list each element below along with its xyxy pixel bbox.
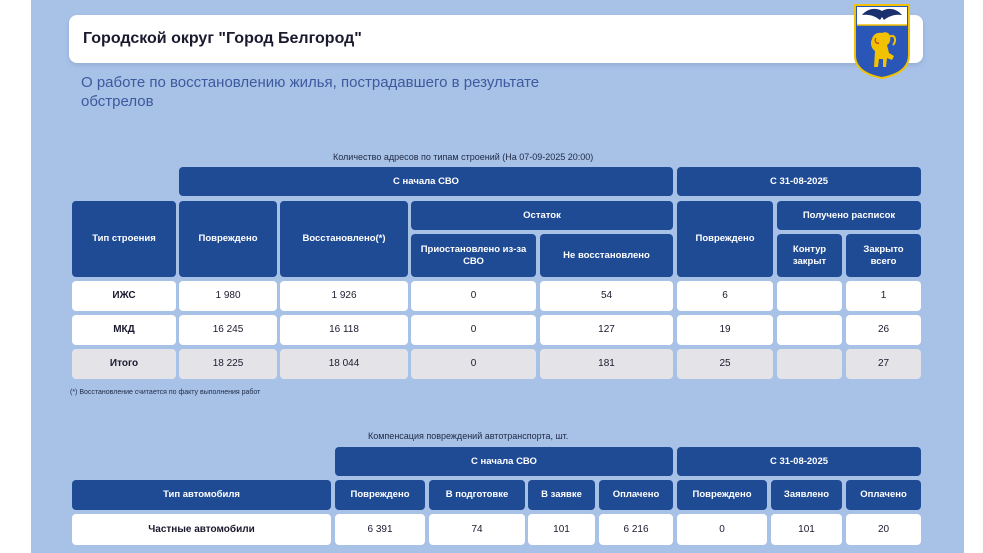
housing-row-damaged-since: 25: [677, 349, 773, 379]
housing-row-suspended: 0: [411, 349, 536, 379]
housing-col-damaged-since: Повреждено: [677, 201, 773, 277]
vehicles-row-paid: 6 216: [599, 514, 673, 545]
vehicles-group-since: С 31-08-2025: [677, 447, 921, 476]
housing-row-type: МКД: [72, 315, 176, 345]
housing-row-damaged: 18 225: [179, 349, 277, 379]
vehicles-row-damaged-since: 0: [677, 514, 767, 545]
housing-group-lists: Получено расписок: [777, 201, 921, 230]
housing-row-type: ИЖС: [72, 281, 176, 311]
housing-row-contour: [777, 315, 842, 345]
housing-row-restored: 16 118: [280, 315, 408, 345]
housing-row-closed: 1: [846, 281, 921, 311]
housing-row-type: Итого: [72, 349, 176, 379]
vehicles-col-declared-since: Заявлено: [771, 480, 842, 510]
housing-row-not-restored: 127: [540, 315, 673, 345]
vehicles-col-damaged-since: Повреждено: [677, 480, 767, 510]
vehicles-row-paid-since: 20: [846, 514, 921, 545]
housing-row-contour: [777, 349, 842, 379]
vehicles-col-damaged: Повреждено: [335, 480, 425, 510]
vehicles-col-paid: Оплачено: [599, 480, 673, 510]
housing-col-not-restored: Не восстановлено: [540, 234, 673, 277]
housing-row-contour: [777, 281, 842, 311]
housing-row-damaged-since: 19: [677, 315, 773, 345]
vehicles-row-damaged: 6 391: [335, 514, 425, 545]
housing-table-caption: Количество адресов по типам строений (На 07-09-2025 20:00): [333, 152, 594, 162]
housing-col-contour: Контур закрыт: [777, 234, 842, 277]
housing-row-not-restored: 54: [540, 281, 673, 311]
page-subtitle: О работе по восстановлению жилья, пострадавшего в результате обстрелов: [81, 74, 540, 110]
housing-group-since: С 31-08-2025: [677, 167, 921, 196]
housing-row-not-restored: 181: [540, 349, 673, 379]
housing-col-restored: Восстановлено(*): [280, 201, 408, 277]
housing-col-type: Тип строения: [72, 201, 176, 277]
vehicles-col-type: Тип автомобиля: [72, 480, 331, 510]
housing-row-suspended: 0: [411, 315, 536, 345]
housing-col-damaged: Повреждено: [179, 201, 277, 277]
vehicles-col-preparing: В подготовке: [429, 480, 525, 510]
housing-row-restored: 1 926: [280, 281, 408, 311]
housing-footnote: (*) Восстановление считается по факту выполнения работ: [70, 389, 261, 396]
vehicles-table-caption: Компенсация повреждений автотранспорта, шт.: [368, 431, 569, 441]
vehicles-row-type: Частные автомобили: [72, 514, 331, 545]
vehicles-group-svo: С начала СВО: [335, 447, 673, 476]
vehicles-row-declared-since: 101: [771, 514, 842, 545]
housing-row-closed: 27: [846, 349, 921, 379]
vehicles-col-paid-since: Оплачено: [846, 480, 921, 510]
belgorod-coat-of-arms-icon: [853, 3, 911, 80]
housing-col-suspended: Приостановлено из-за СВО: [411, 234, 536, 277]
housing-row-damaged-since: 6: [677, 281, 773, 311]
housing-col-closed: Закрыто всего: [846, 234, 921, 277]
vehicles-row-applied: 101: [528, 514, 595, 545]
title-bar: [69, 15, 923, 63]
vehicles-row-preparing: 74: [429, 514, 525, 545]
page-title: Городской округ "Город Белгород": [83, 30, 362, 47]
housing-row-damaged: 16 245: [179, 315, 277, 345]
housing-row-restored: 18 044: [280, 349, 408, 379]
housing-row-suspended: 0: [411, 281, 536, 311]
housing-group-remainder: Остаток: [411, 201, 673, 230]
housing-row-closed: 26: [846, 315, 921, 345]
housing-group-svo: С начала СВО: [179, 167, 673, 196]
vehicles-col-applied: В заявке: [528, 480, 595, 510]
housing-row-damaged: 1 980: [179, 281, 277, 311]
